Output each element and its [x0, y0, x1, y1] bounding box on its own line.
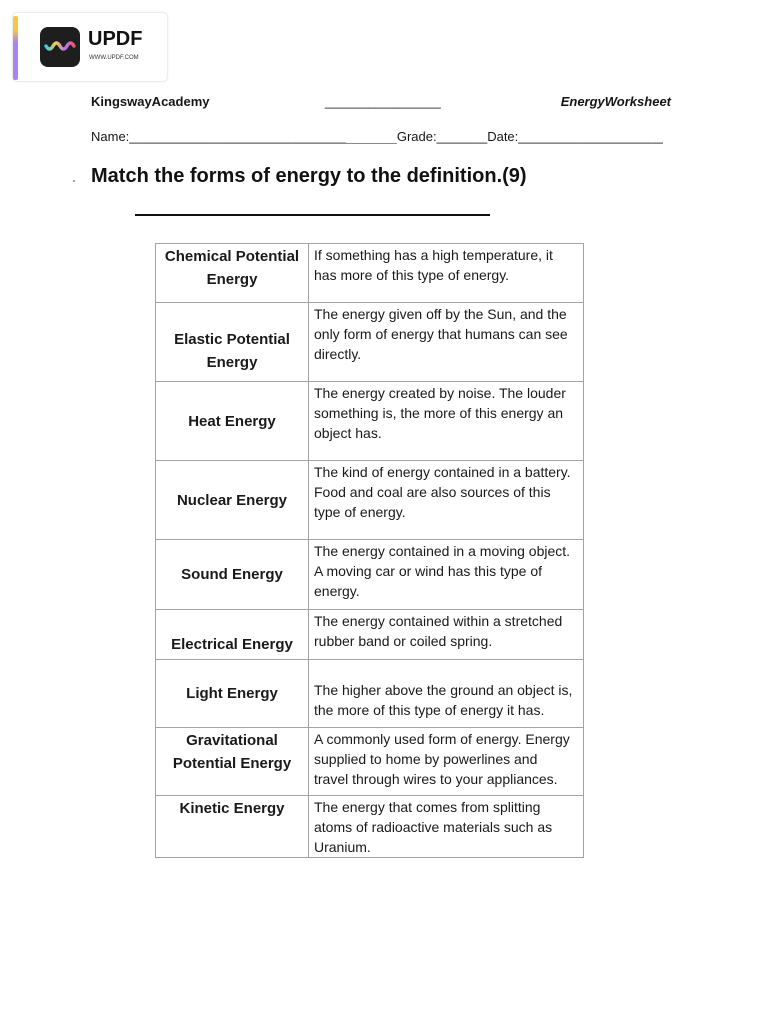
energy-term-cell: Nuclear Energy [156, 461, 309, 540]
logo-website-text: WWW.UPDF.COM [89, 55, 139, 61]
bullet-mark [73, 180, 75, 182]
header-blank-line: ________________ [325, 94, 441, 109]
updf-watermark-card [12, 12, 168, 82]
table-row [156, 610, 584, 660]
instruction-heading: Match the forms of energy to the definition.(9) [91, 165, 527, 187]
logo-brand-text: UPDF [88, 28, 143, 50]
definition-cell: The energy given off by the Sun, and the only form of energy that humans can see directly. [309, 303, 584, 382]
name-blank: ______________________________ [129, 129, 347, 144]
heading-rule [135, 214, 490, 216]
energy-term-cell: Heat Energy [156, 382, 309, 461]
energy-term-cell: Electrical Energy [156, 610, 309, 660]
table-row [156, 303, 584, 382]
grade-label: Grade: [396, 129, 437, 144]
definition-cell: The energy contained in a moving object. A moving car or wind has this type of energy. [309, 540, 584, 610]
definition-cell: If something has a high temperature, it has more of this type of energy. [309, 244, 584, 303]
table-row [156, 244, 584, 303]
table-row [156, 461, 584, 540]
table-row [156, 660, 584, 728]
energy-term-cell: Gravitational Potential Energy [156, 728, 309, 796]
table-row [156, 796, 584, 858]
name-label: Name: [91, 129, 130, 144]
definition-cell: The kind of energy contained in a battery. Food and coal are also sources of this type of energy. [309, 461, 584, 540]
energy-term-cell: Sound Energy [156, 540, 309, 610]
table-row [156, 728, 584, 796]
date-blank: ____________________ [518, 129, 663, 144]
school-name: KingswayAcademy [91, 94, 210, 109]
definition-cell: The energy created by noise. The louder something is, the more of this energy an object has. [309, 382, 584, 461]
energy-term-cell: Light Energy [156, 660, 309, 728]
table-row [156, 540, 584, 610]
grade-blank: _______ [436, 129, 488, 144]
date-label: Date: [487, 129, 519, 144]
matching-table [155, 243, 584, 858]
energy-term-cell: Chemical Potential Energy [156, 244, 309, 303]
updf-logo-icon [40, 27, 80, 67]
definition-cell: The energy contained within a stretched rubber band or coiled spring. [309, 610, 584, 660]
table-row [156, 382, 584, 461]
definition-cell: A commonly used form of energy. Energy supplied to home by powerlines and travel through wires to your appliances. [309, 728, 584, 796]
energy-term-cell: Kinetic Energy [156, 796, 309, 858]
definition-cell: The higher above the ground an object is, the more of this type of energy it has. [309, 660, 584, 728]
name-blank-extension: _______ [346, 130, 397, 145]
worksheet-title: EnergyWorksheet [560, 94, 671, 109]
watermark-color-strip [13, 16, 18, 80]
student-info-line [91, 129, 663, 145]
energy-term-cell: Elastic Potential Energy [156, 303, 309, 382]
definition-cell: The energy that comes from splitting atoms of radioactive materials such as Uranium. [309, 796, 584, 858]
